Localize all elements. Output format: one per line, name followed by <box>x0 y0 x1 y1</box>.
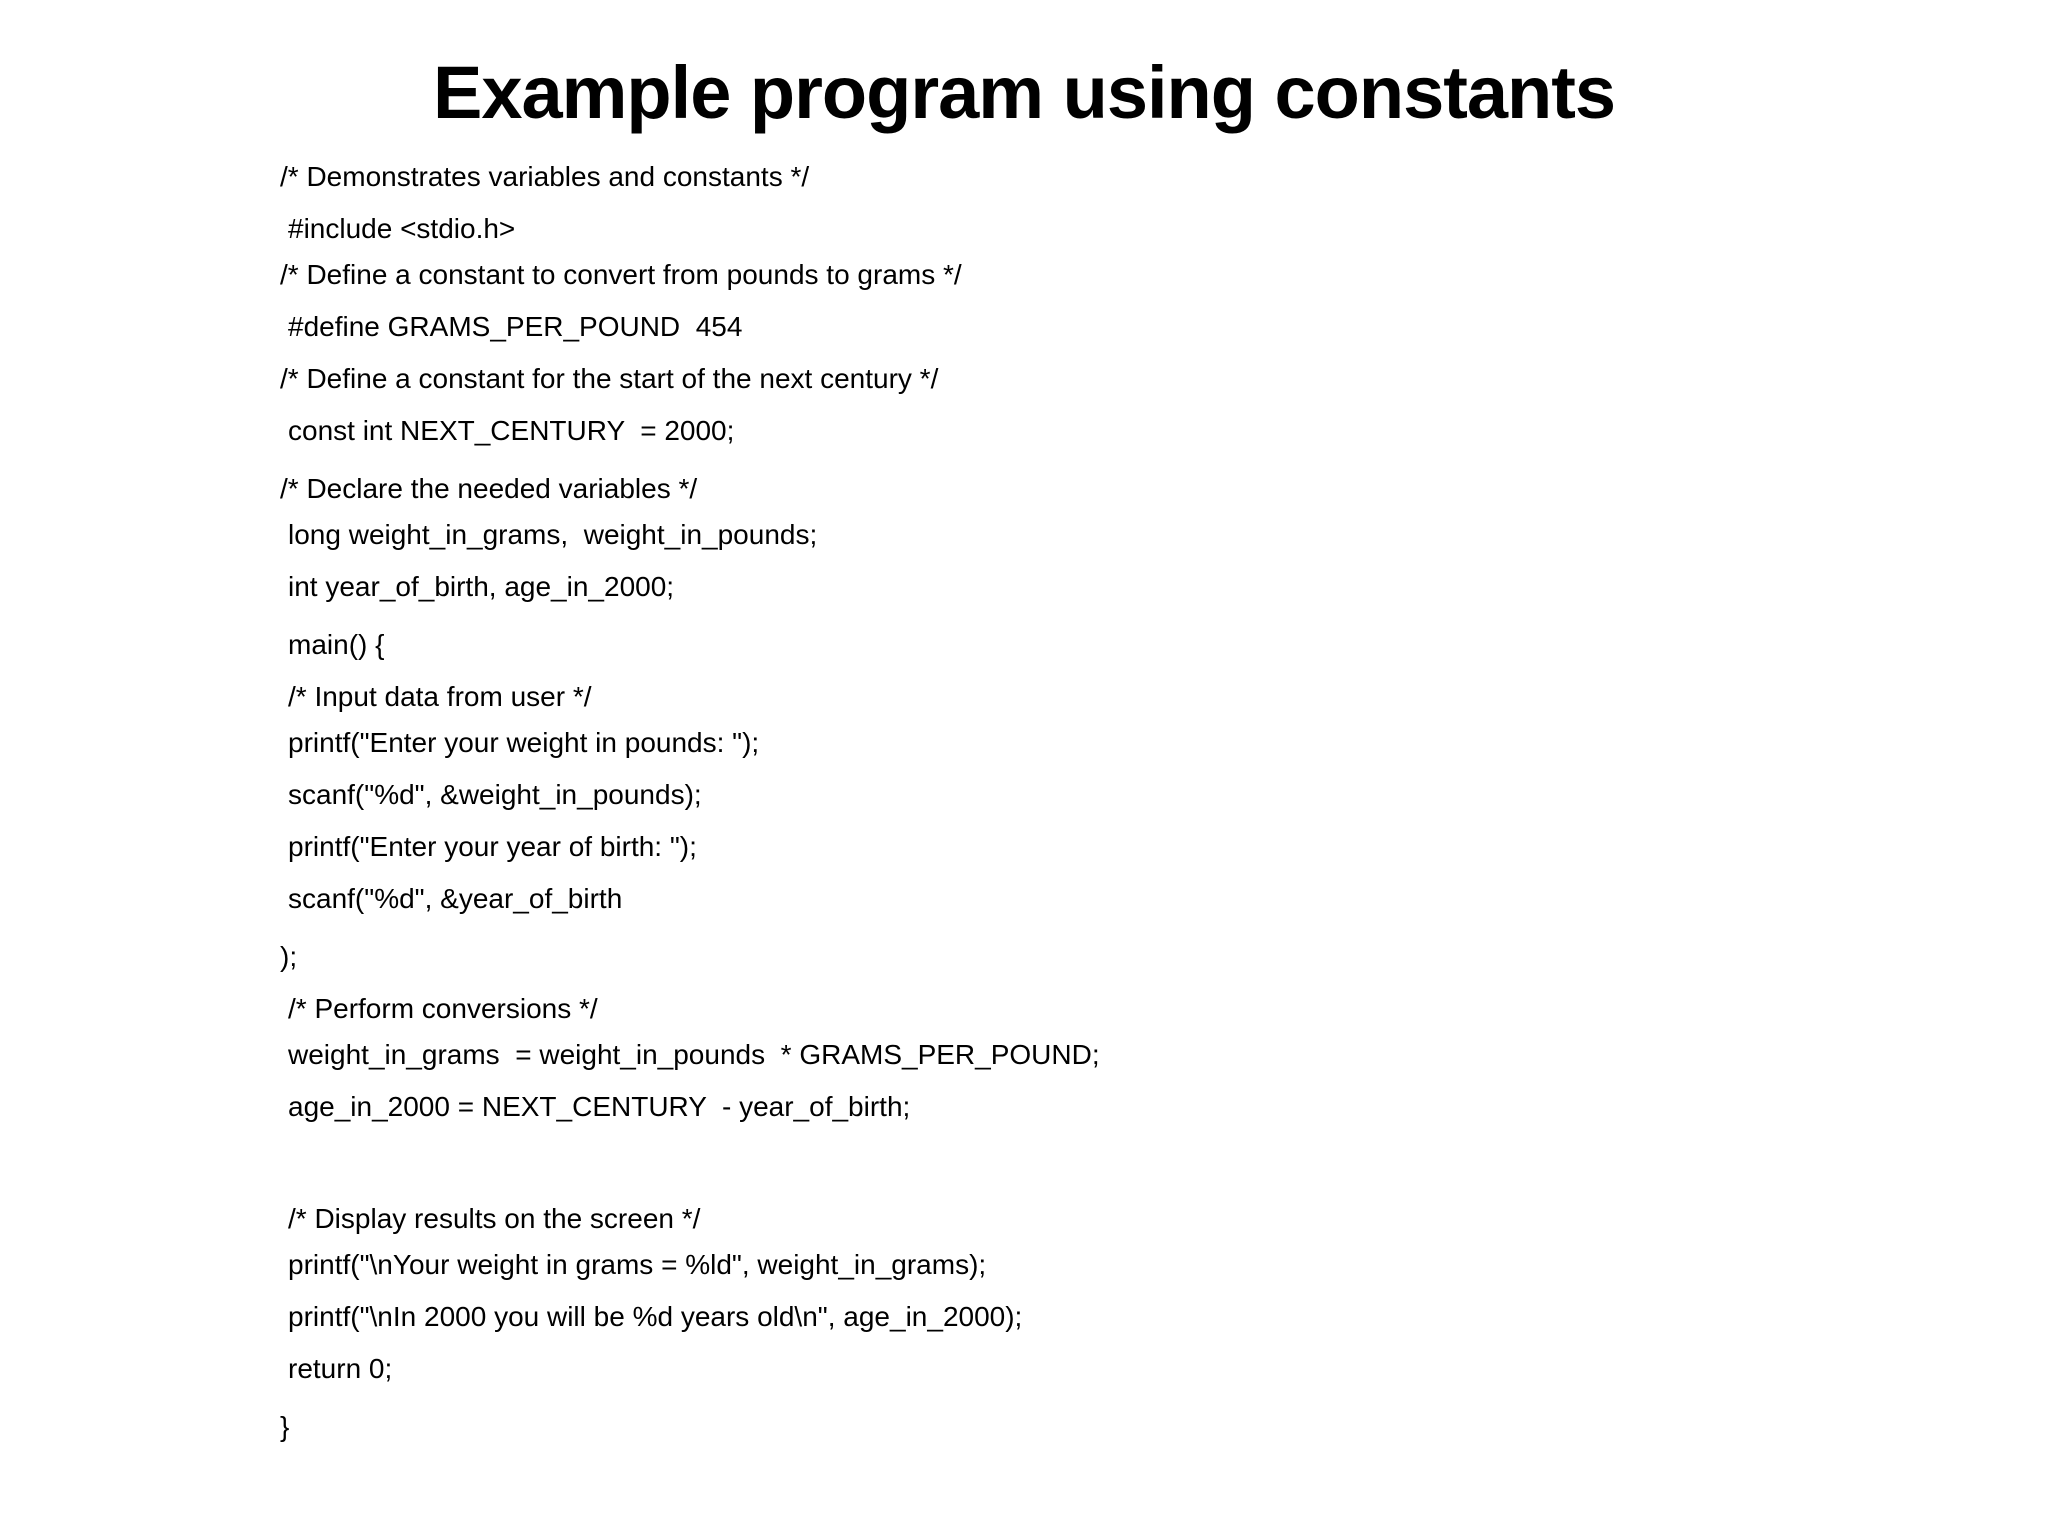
code-line: printf("Enter your year of birth: "); <box>288 831 697 862</box>
code-line: #define GRAMS_PER_POUND 454 <box>288 311 743 342</box>
code-line: printf("\nYour weight in grams = %ld", weight_in_grams); <box>288 1249 987 1280</box>
code-line: /* Demonstrates variables and constants */ <box>280 161 810 192</box>
code-line: ); <box>280 941 298 972</box>
code-line: int year_of_birth, age_in_2000; <box>288 571 675 602</box>
code-line: scanf("%d", &year_of_birth <box>288 883 623 914</box>
code-line: printf("Enter your weight in pounds: "); <box>288 727 760 758</box>
code-line: scanf("%d", &weight_in_pounds); <box>288 779 702 810</box>
code-line: main() { <box>288 629 385 660</box>
code-line: weight_in_grams = weight_in_pounds * GRAMS_PER_POUND; <box>288 1039 1100 1070</box>
code-line: return 0; <box>288 1353 393 1384</box>
code-line: const int NEXT_CENTURY = 2000; <box>288 415 735 446</box>
slide-title: Example program using constants <box>432 51 1616 134</box>
code-line: printf("\nIn 2000 you will be %d years old\n", age_in_2000); <box>288 1301 1023 1332</box>
code-line: /* Display results on the screen */ <box>288 1203 701 1234</box>
code-line: age_in_2000 = NEXT_CENTURY - year_of_birth; <box>288 1091 911 1122</box>
code-line: /* Perform conversions */ <box>288 993 598 1024</box>
code-line: /* Define a constant for the start of the next century */ <box>280 363 939 394</box>
code-line: long weight_in_grams, weight_in_pounds; <box>288 519 818 550</box>
code-line: /* Define a constant to convert from pounds to grams */ <box>280 259 962 290</box>
code-line: #include <stdio.h> <box>288 213 516 244</box>
code-line: } <box>280 1411 290 1442</box>
code-line: /* Input data from user */ <box>288 681 592 712</box>
code-line: /* Declare the needed variables */ <box>280 473 698 504</box>
